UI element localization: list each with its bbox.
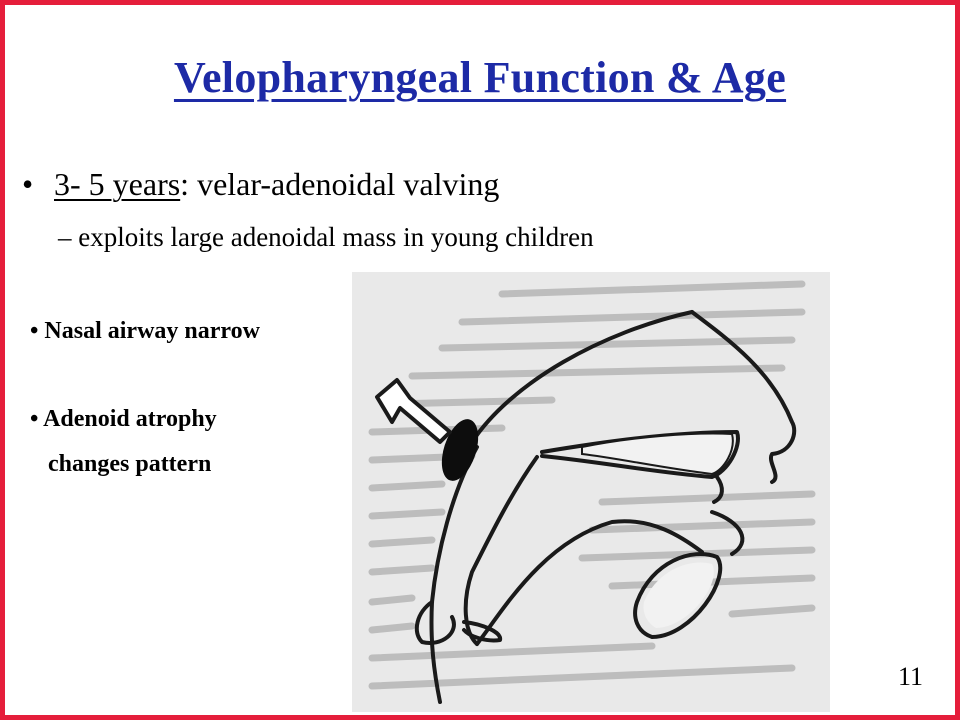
slide-title: Velopharyngeal Function & Age xyxy=(173,53,787,102)
bullet-marker: • xyxy=(22,166,34,202)
sub-bullet: – exploits large adenoidal mass in young children xyxy=(58,222,594,252)
note-changes-pattern: changes pattern xyxy=(48,451,212,477)
note-adenoid-atrophy: • Adenoid atrophy xyxy=(30,406,217,432)
velopharyngeal-diagram-image xyxy=(352,272,830,712)
page-number: 11 xyxy=(898,662,924,691)
note-nasal-airway: • Nasal airway narrow xyxy=(30,318,260,344)
age-range-underlined: 3- 5 years xyxy=(54,166,181,202)
main-bullet xyxy=(22,166,499,203)
main-bullet-text: : velar-adenoidal valving xyxy=(180,166,500,202)
